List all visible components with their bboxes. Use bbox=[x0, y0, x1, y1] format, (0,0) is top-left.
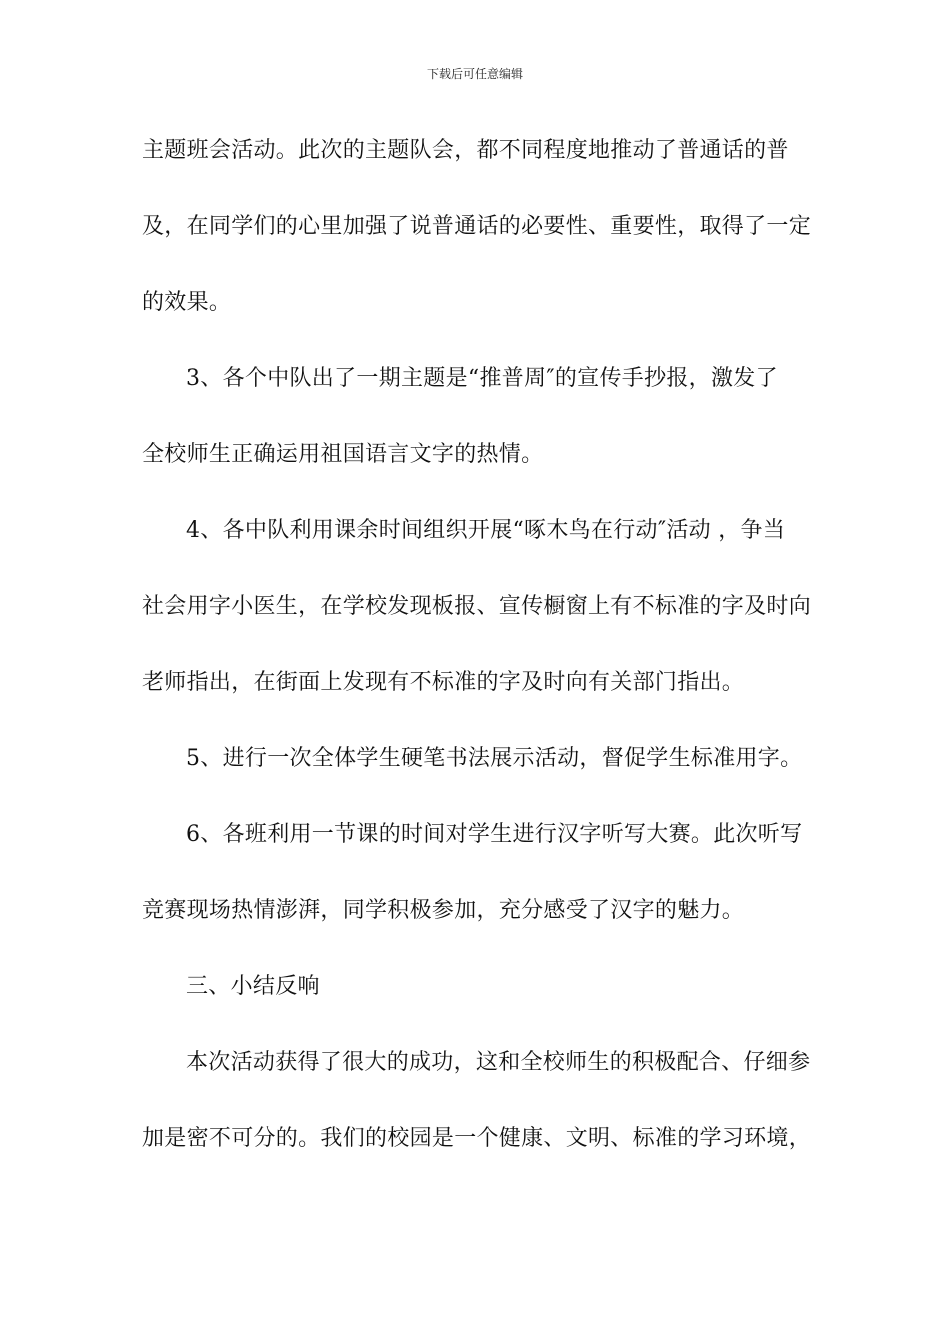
body-line: 本次活动获得了很大的成功，这和全校师生的积极配合、仔细参 bbox=[186, 1050, 811, 1075]
section-heading: 三、小结反响 bbox=[186, 974, 320, 999]
body-line: 4、各中队利用课余时间组织开展“啄木鸟在行动″活动 ，争当 bbox=[186, 518, 786, 543]
body-line: 6、各班利用一节课的时间对学生进行汉字听写大赛。此次听写 bbox=[186, 822, 803, 847]
body-line: 全校师生正确运用祖国语言文字的热情。 bbox=[142, 442, 544, 467]
body-line: 3、各个中队出了一期主题是“推普周″的宣传手抄报，激发了 bbox=[186, 366, 778, 391]
body-line: 社会用字小医生，在学校发现板报、宣传橱窗上有不标准的字及时向 bbox=[142, 594, 812, 619]
body-line: 竞赛现场热情澎湃，同学积极参加，充分感受了汉字的魅力。 bbox=[142, 898, 745, 923]
body-line: 主题班会活动。此次的主题队会，都不同程度地推动了普通话的普 bbox=[142, 138, 789, 163]
body-line: 老师指出，在街面上发现有不标准的字及时向有关部门指出。 bbox=[142, 670, 745, 695]
body-line: 的效果。 bbox=[142, 290, 232, 315]
page-header: 下载后可任意编辑 bbox=[426, 67, 523, 81]
body-line: 5、进行一次全体学生硬笔书法展示活动，督促学生标准用字。 bbox=[186, 746, 803, 771]
body-line: 加是密不可分的。我们的校园是一个健康、文明、标准的学习环境， bbox=[142, 1126, 812, 1151]
body-line: 及，在同学们的心里加强了说普通话的必要性、重要性，取得了一定 bbox=[142, 214, 812, 239]
